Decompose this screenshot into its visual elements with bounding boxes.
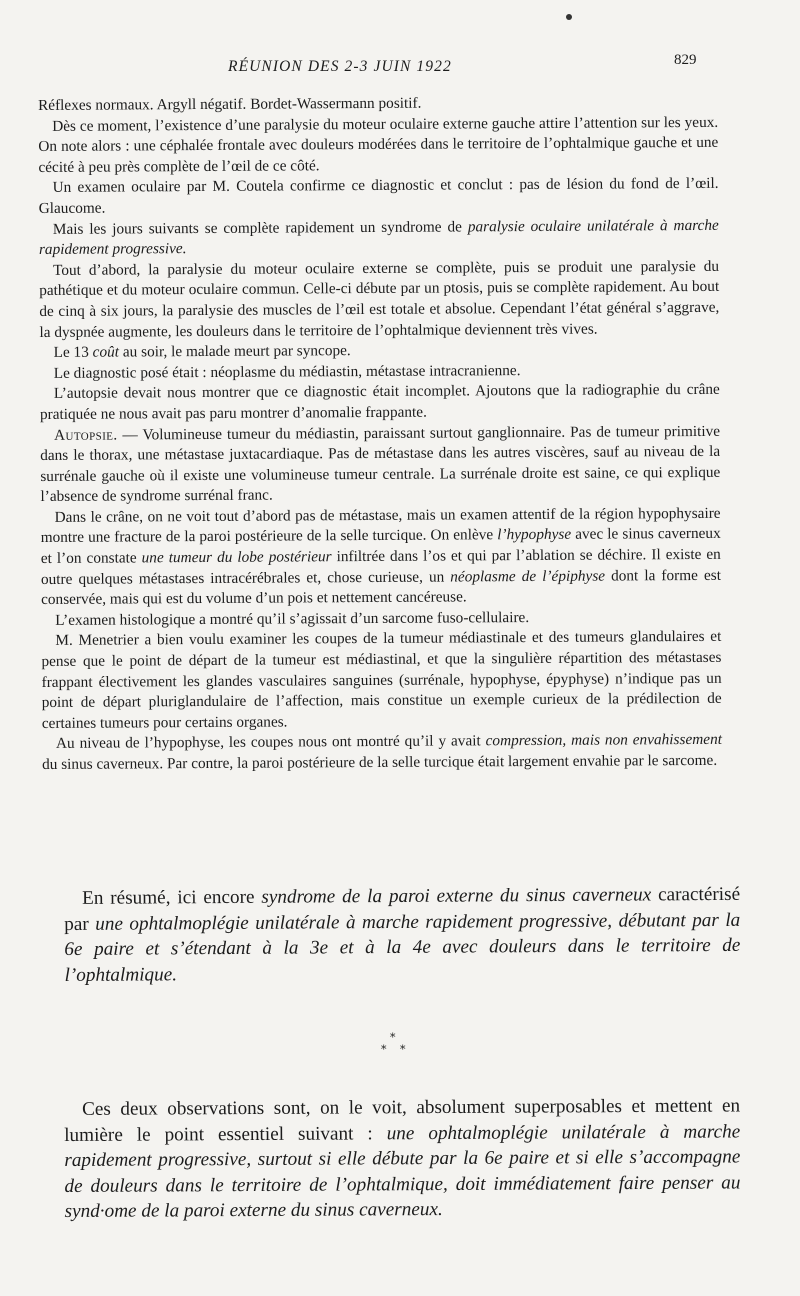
- summary-paragraph: [64, 882, 741, 989]
- running-header: RÉUNION DES 2-3 JUIN 1922: [228, 58, 452, 75]
- paragraph: [42, 730, 722, 775]
- italic-run: une tumeur du lobe postérieur: [141, 548, 332, 567]
- asterisk: *: [400, 1043, 406, 1056]
- paragraph: Tout d’abord, la paralysie du moteur oculaire externe se complète, puis se produit une paralysie du pathétique et du moteur oculaire commun. Celle-ci débute par un ptosis, puis se complète rapidement. Au bout de cinq à six jours, la paralysie des muscles de l’œil est totale et absolue. Cependant l’état général s’aggrave, la dyspnée augmente, les douleurs dans le territoire de l’ophtalmique deviennent très vives.: [39, 257, 720, 341]
- paragraph: Réflexes normaux. Argyll négatif. Bordet-Wassermann positif.: [38, 94, 422, 114]
- paragraph: [40, 421, 720, 508]
- paragraph: L’autopsie devait nous montrer que ce diagnostic était incomplet. Ajoutons que la radiographie du crâne pratiquée ne nous avait pas paru montrer d’anomalie frappante.: [39, 381, 720, 423]
- text-run: Le 13: [53, 343, 93, 362]
- text-run: Mais les jours suivants se complète rapidement un syndrome de: [52, 217, 468, 238]
- paragraph: Dès ce moment, l’existence d’une paralysie du moteur oculaire externe gauche attire l’attention sur les yeux. On note alors : une céphalée frontale avec douleurs modérées dans le territoire de l’ophtalmique gauche et une cécité à peu près complète de l’œil de ce côté.: [38, 113, 719, 176]
- conclusion-paragraph: [64, 1093, 741, 1225]
- paragraph: Le diagnostic posé était : néoplasme du médiastin, métastase intracranienne.: [53, 361, 521, 382]
- italic-run: une ophtalmoplégie unilatérale à marche rapidement progressive, débutant par la 6e paire et s’étendant à la 3e et à la 4e avec douleurs dans le territoire de l’ophtalmique.: [64, 909, 741, 986]
- paragraph: M. Menetrier a bien voulu examiner les coupes de la tumeur médiastinale et des tumeurs glandulaires et pense que le point de départ de la tumeur est médiastinal, et que la singulière répartition des métastases frappant électivement les glandes vasculaires sanguines (surrénale, hypophyse, épyphyse) n’indique pas un point de départ pluriglandulaire de l’affection, mais constitue un exemple curieux de la prédilection de certaines tumeurs pour certains organes.: [41, 628, 722, 732]
- italic-run: l’hypophyse: [497, 526, 572, 544]
- paragraph: Un examen oculaire par M. Coutela confirme ce diagnostic et conclut : pas de lésion du fond de l’œil. Glaucome.: [38, 175, 719, 217]
- section-label: Autopsie.: [54, 426, 118, 444]
- text-run: du sinus caverneux. Par contre, la paroi postérieure de la selle turcique était largement envahie par le sarcome.: [42, 751, 718, 773]
- text-run: avec le sinus caverneux et l’on constate: [40, 525, 721, 568]
- asterism-separator: [376, 1032, 416, 1062]
- asterisk: *: [390, 1031, 396, 1044]
- italic-run: néoplasme de l’épiphyse: [450, 567, 606, 586]
- text-run: dont la forme est conservée, mais qui est du volume d’un pois et nettement cancéreuse.: [41, 566, 721, 609]
- text-run: En résumé, ici encore: [82, 886, 262, 909]
- page-number: 829: [674, 52, 697, 68]
- italic-run: paralysie oculaire unilatérale à marche rapidement progressive.: [38, 216, 719, 259]
- text-run: Dans le crâne, on ne voit tout d’abord pas de métastase, mais un examen attentif de la région hypophysaire montre une fracture de la paroi postérieure de la selle turcique. On enlève: [40, 504, 721, 547]
- italic-run: une ophtalmoplégie unilatérale à marche rapidement progressive, surtout si elle débute par la 6e paire et si elle s’accompagne de douleurs dans le territoire de l’ophtalmique, doit immédiatement faire penser au synd·ome de la paroi externe du sinus caverneux.: [64, 1121, 741, 1223]
- paragraph: L’examen histologique a montré qu’il s’agissait d’un sarcome fuso-cellulaire.: [55, 608, 530, 629]
- text-run: — Volumineuse tumeur du médiastin, paraissant surtout ganglionnaire. Pas de tumeur primitive dans le thorax, une métastase juxtacardiaque. Pas de métastase dans les autres viscères, sauf au niveau de la surrénale gauche où il existe une volumineuse tumeur centrale. La surrénale droite est saine, ce qui explique l’absence de syndrome surrénal franc.: [40, 422, 721, 506]
- italic-run: coût: [92, 343, 120, 361]
- ink-speck: [566, 14, 572, 20]
- paragraph: [64, 1093, 741, 1225]
- paragraph: [39, 215, 719, 260]
- italic-run: syndrome de la paroi externe du sinus caverneux: [261, 884, 652, 908]
- italic-run: compression, mais non envahissement: [485, 731, 723, 750]
- text-run: infiltrée dans l’os et qui par l’ablation se déchire. Il existe en outre quelques métastases intracérébrales et, chose curieuse, un: [40, 545, 721, 588]
- text-run: Ces deux observations sont, on le voit, absolument superposables et mettent en lumière le point essentiel suivant :: [64, 1095, 741, 1146]
- case-report-text: [38, 92, 722, 776]
- paragraph: [41, 504, 722, 611]
- text-run: Au niveau de l’hypophyse, les coupes nous ont montré qu’il y avait: [55, 732, 486, 753]
- paragraph: [64, 882, 741, 989]
- text-run: caractérisé par: [64, 883, 741, 935]
- text-run: au soir, le malade meurt par syncope.: [118, 342, 351, 361]
- asterisk: *: [381, 1043, 387, 1056]
